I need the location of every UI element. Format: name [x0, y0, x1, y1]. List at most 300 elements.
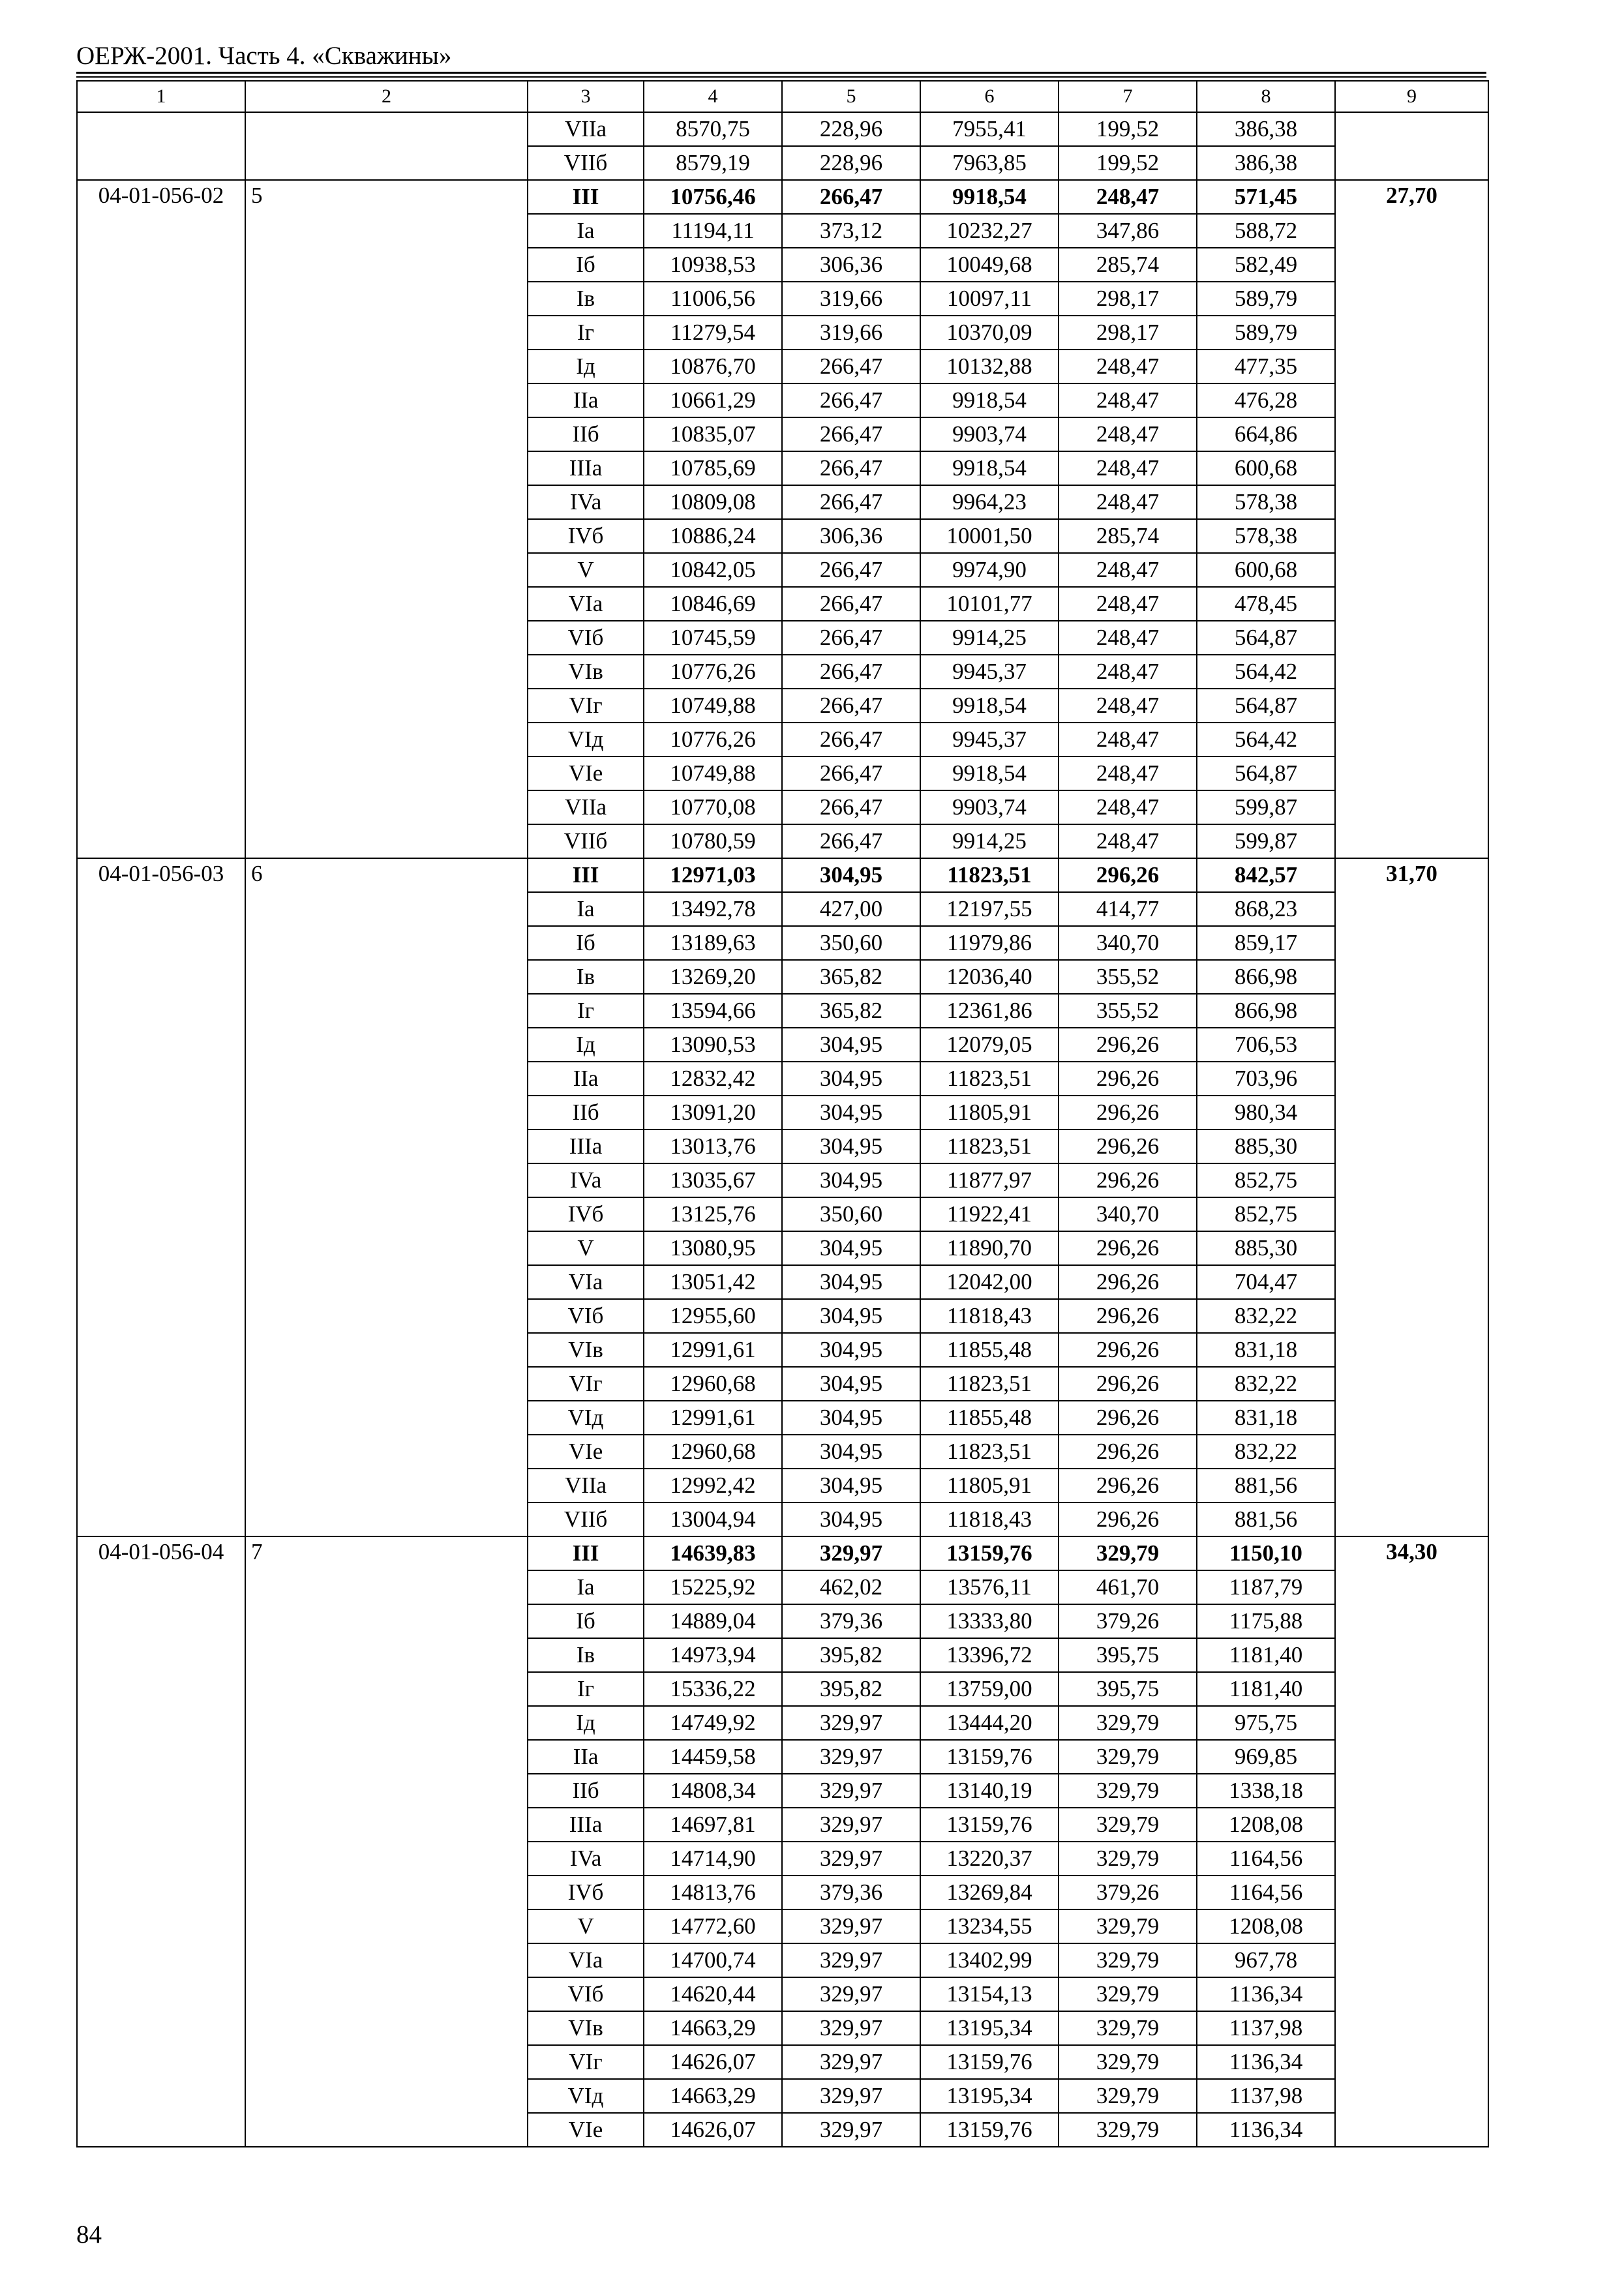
value-cell: 14714,90 [644, 1842, 782, 1876]
value-cell: 329,79 [1059, 1842, 1197, 1876]
zone-cell: IVб [528, 519, 644, 553]
zone-cell: Iд [528, 1028, 644, 1062]
value-cell: 564,87 [1197, 621, 1335, 655]
zone-cell: III [528, 858, 644, 892]
column-number: 6 [920, 81, 1059, 112]
value-cell: 13051,42 [644, 1265, 782, 1299]
value-cell: 1136,34 [1197, 2113, 1335, 2147]
value-cell: 329,97 [782, 1977, 920, 2011]
zone-cell: Iв [528, 282, 644, 316]
zone-cell: IIIa [528, 1808, 644, 1842]
value-cell: 10835,07 [644, 417, 782, 451]
value-cell: 13759,00 [920, 1672, 1059, 1706]
row-number-cell: 7 [245, 1536, 528, 2147]
row-code-cell: 04-01-056-04 [77, 1536, 245, 2147]
value-cell: 266,47 [782, 553, 920, 587]
value-cell: 329,97 [782, 1808, 920, 1842]
zone-cell: Iб [528, 1604, 644, 1638]
value-cell: 8570,75 [644, 112, 782, 146]
zone-cell: IIa [528, 383, 644, 417]
value-cell: 304,95 [782, 858, 920, 892]
value-cell: 14459,58 [644, 1740, 782, 1774]
zone-cell: IVa [528, 1842, 644, 1876]
value-cell: 248,47 [1059, 621, 1197, 655]
row-number-cell: 5 [245, 180, 528, 858]
zone-cell: Ia [528, 214, 644, 248]
price-table [76, 80, 1489, 2147]
value-cell: 11890,70 [920, 1231, 1059, 1265]
value-cell: 12036,40 [920, 960, 1059, 994]
page-number: 84 [76, 2221, 102, 2249]
value-cell: 578,38 [1197, 519, 1335, 553]
value-cell: 13234,55 [920, 1909, 1059, 1943]
value-cell: 296,26 [1059, 1333, 1197, 1367]
zone-cell: VIe [528, 1435, 644, 1469]
value-cell: 13090,53 [644, 1028, 782, 1062]
value-cell: 248,47 [1059, 180, 1197, 214]
value-cell: 296,26 [1059, 1503, 1197, 1536]
row-code-cell: 04-01-056-03 [77, 858, 245, 1536]
page-header-title: ОЕРЖ-2001. Часть 4. «Скважины» [76, 42, 452, 70]
value-cell: 578,38 [1197, 485, 1335, 519]
value-cell: 15336,22 [644, 1672, 782, 1706]
value-cell: 9903,74 [920, 790, 1059, 824]
value-cell: 600,68 [1197, 553, 1335, 587]
value-cell: 1208,08 [1197, 1808, 1335, 1842]
value-cell: 13125,76 [644, 1197, 782, 1231]
value-cell: 329,97 [782, 2079, 920, 2113]
value-cell: 306,36 [782, 519, 920, 553]
value-cell: 599,87 [1197, 790, 1335, 824]
value-cell: 329,79 [1059, 1943, 1197, 1977]
row-number-cell [245, 112, 528, 180]
value-cell: 15225,92 [644, 1570, 782, 1604]
value-cell: 266,47 [782, 180, 920, 214]
zone-cell: V [528, 553, 644, 587]
value-cell: 347,86 [1059, 214, 1197, 248]
value-cell: 881,56 [1197, 1503, 1335, 1536]
value-cell: 304,95 [782, 1231, 920, 1265]
value-cell: 329,79 [1059, 1774, 1197, 1808]
zone-cell: Ia [528, 892, 644, 926]
column-number: 1 [77, 81, 245, 112]
value-cell: 248,47 [1059, 689, 1197, 723]
value-cell: 967,78 [1197, 1943, 1335, 1977]
value-cell: 285,74 [1059, 248, 1197, 282]
zone-cell: Iд [528, 1706, 644, 1740]
value-cell: 10785,69 [644, 451, 782, 485]
value-cell: 13159,76 [920, 2045, 1059, 2079]
value-cell: 10749,88 [644, 756, 782, 790]
value-cell: 304,95 [782, 1435, 920, 1469]
value-cell: 1136,34 [1197, 2045, 1335, 2079]
value-cell: 12079,05 [920, 1028, 1059, 1062]
value-cell: 859,17 [1197, 926, 1335, 960]
value-cell: 329,79 [1059, 2079, 1197, 2113]
value-cell: 1338,18 [1197, 1774, 1335, 1808]
value-cell: 13159,76 [920, 1740, 1059, 1774]
value-cell: 13333,80 [920, 1604, 1059, 1638]
value-cell: 304,95 [782, 1163, 920, 1197]
value-cell: 832,22 [1197, 1299, 1335, 1333]
value-cell: 329,79 [1059, 2113, 1197, 2147]
value-cell: 9914,25 [920, 621, 1059, 655]
value-cell: 266,47 [782, 790, 920, 824]
value-cell: 10846,69 [644, 587, 782, 621]
value-cell: 461,70 [1059, 1570, 1197, 1604]
value-cell: 10809,08 [644, 485, 782, 519]
value-cell: 10049,68 [920, 248, 1059, 282]
value-cell: 296,26 [1059, 1130, 1197, 1163]
value-cell: 866,98 [1197, 960, 1335, 994]
value-cell: 329,97 [782, 1774, 920, 1808]
header-rule-thin [76, 76, 1486, 78]
value-cell: 248,47 [1059, 790, 1197, 824]
value-cell: 476,28 [1197, 383, 1335, 417]
value-cell: 13195,34 [920, 2011, 1059, 2045]
value-cell: 10749,88 [644, 689, 782, 723]
value-cell: 13013,76 [644, 1130, 782, 1163]
value-cell: 340,70 [1059, 1197, 1197, 1231]
value-cell: 296,26 [1059, 858, 1197, 892]
zone-cell: IVб [528, 1876, 644, 1909]
value-cell: 571,45 [1197, 180, 1335, 214]
value-cell: 12832,42 [644, 1062, 782, 1096]
value-cell: 304,95 [782, 1265, 920, 1299]
value-cell: 355,52 [1059, 994, 1197, 1028]
value-cell: 306,36 [782, 248, 920, 282]
zone-cell: IVa [528, 1163, 644, 1197]
value-cell: 248,47 [1059, 417, 1197, 451]
zone-cell: VIв [528, 655, 644, 689]
value-cell: 1136,34 [1197, 1977, 1335, 2011]
value-cell: 340,70 [1059, 926, 1197, 960]
value-cell: 319,66 [782, 282, 920, 316]
value-cell: 10101,77 [920, 587, 1059, 621]
value-cell: 329,79 [1059, 1740, 1197, 1774]
value-cell: 329,79 [1059, 1536, 1197, 1570]
zone-cell: IIIa [528, 1130, 644, 1163]
value-cell: 296,26 [1059, 1028, 1197, 1062]
zone-cell: Iг [528, 316, 644, 350]
value-cell: 13004,94 [644, 1503, 782, 1536]
value-cell: 10232,27 [920, 214, 1059, 248]
zone-cell: IIб [528, 417, 644, 451]
row-code-cell [77, 112, 245, 180]
zone-cell: V [528, 1231, 644, 1265]
value-cell: 11805,91 [920, 1096, 1059, 1130]
column-number-row [77, 81, 1488, 112]
value-cell: 832,22 [1197, 1435, 1335, 1469]
value-cell: 852,75 [1197, 1163, 1335, 1197]
value-cell: 304,95 [782, 1401, 920, 1435]
zone-cell: IIa [528, 1740, 644, 1774]
zone-cell: Iг [528, 1672, 644, 1706]
value-cell: 248,47 [1059, 723, 1197, 756]
value-cell: 298,17 [1059, 316, 1197, 350]
zone-cell: IIб [528, 1774, 644, 1808]
value-cell: 248,47 [1059, 553, 1197, 587]
column-number: 9 [1335, 81, 1488, 112]
table-row [77, 112, 1488, 146]
value-cell: 14772,60 [644, 1909, 782, 1943]
value-cell: 13220,37 [920, 1842, 1059, 1876]
value-cell: 7963,85 [920, 146, 1059, 180]
value-cell: 13492,78 [644, 892, 782, 926]
zone-cell: III [528, 1536, 644, 1570]
value-cell: 10770,08 [644, 790, 782, 824]
value-cell: 266,47 [782, 451, 920, 485]
value-cell: 386,38 [1197, 112, 1335, 146]
value-cell: 8579,19 [644, 146, 782, 180]
value-cell: 266,47 [782, 417, 920, 451]
value-cell: 12992,42 [644, 1469, 782, 1503]
value-cell: 12955,60 [644, 1299, 782, 1333]
value-cell: 462,02 [782, 1570, 920, 1604]
value-cell: 1181,40 [1197, 1672, 1335, 1706]
value-cell: 296,26 [1059, 1469, 1197, 1503]
value-cell: 980,34 [1197, 1096, 1335, 1130]
value-cell: 842,57 [1197, 858, 1335, 892]
coefficient-cell: 34,30 [1335, 1536, 1488, 2147]
value-cell: 427,00 [782, 892, 920, 926]
value-cell: 14889,04 [644, 1604, 782, 1638]
value-cell: 975,75 [1197, 1706, 1335, 1740]
coefficient-cell: 31,70 [1335, 858, 1488, 1536]
value-cell: 304,95 [782, 1503, 920, 1536]
table-row [77, 1536, 1488, 1570]
zone-cell: Iб [528, 248, 644, 282]
value-cell: 664,86 [1197, 417, 1335, 451]
value-cell: 13195,34 [920, 2079, 1059, 2113]
value-cell: 9945,37 [920, 723, 1059, 756]
value-cell: 379,36 [782, 1604, 920, 1638]
value-cell: 9918,54 [920, 383, 1059, 417]
zone-cell: VIIб [528, 824, 644, 858]
value-cell: 266,47 [782, 485, 920, 519]
value-cell: 13594,66 [644, 994, 782, 1028]
value-cell: 11818,43 [920, 1299, 1059, 1333]
column-number: 5 [782, 81, 920, 112]
table-row [77, 180, 1488, 214]
value-cell: 11855,48 [920, 1401, 1059, 1435]
value-cell: 12960,68 [644, 1435, 782, 1469]
value-cell: 266,47 [782, 587, 920, 621]
value-cell: 13269,20 [644, 960, 782, 994]
value-cell: 7955,41 [920, 112, 1059, 146]
value-cell: 831,18 [1197, 1333, 1335, 1367]
value-cell: 12971,03 [644, 858, 782, 892]
value-cell: 11823,51 [920, 1062, 1059, 1096]
value-cell: 14813,76 [644, 1876, 782, 1909]
value-cell: 9914,25 [920, 824, 1059, 858]
value-cell: 852,75 [1197, 1197, 1335, 1231]
value-cell: 14663,29 [644, 2011, 782, 2045]
value-cell: 1208,08 [1197, 1909, 1335, 1943]
value-cell: 582,49 [1197, 248, 1335, 282]
coefficient-cell [1335, 112, 1488, 180]
value-cell: 1164,56 [1197, 1876, 1335, 1909]
value-cell: 1137,98 [1197, 2079, 1335, 2113]
value-cell: 703,96 [1197, 1062, 1335, 1096]
value-cell: 969,85 [1197, 1740, 1335, 1774]
value-cell: 329,97 [782, 1909, 920, 1943]
value-cell: 296,26 [1059, 1367, 1197, 1401]
value-cell: 11006,56 [644, 282, 782, 316]
value-cell: 266,47 [782, 621, 920, 655]
zone-cell: VIг [528, 2045, 644, 2079]
value-cell: 199,52 [1059, 112, 1197, 146]
value-cell: 329,97 [782, 1536, 920, 1570]
value-cell: 228,96 [782, 146, 920, 180]
value-cell: 329,79 [1059, 2011, 1197, 2045]
value-cell: 1181,40 [1197, 1638, 1335, 1672]
value-cell: 248,47 [1059, 383, 1197, 417]
zone-cell: VIa [528, 1265, 644, 1299]
value-cell: 266,47 [782, 383, 920, 417]
value-cell: 11823,51 [920, 1367, 1059, 1401]
zone-cell: VIIa [528, 790, 644, 824]
value-cell: 266,47 [782, 723, 920, 756]
zone-cell: Iг [528, 994, 644, 1028]
column-number: 7 [1059, 81, 1197, 112]
value-cell: 589,79 [1197, 282, 1335, 316]
value-cell: 1175,88 [1197, 1604, 1335, 1638]
value-cell: 13159,76 [920, 2113, 1059, 2147]
value-cell: 228,96 [782, 112, 920, 146]
value-cell: 414,77 [1059, 892, 1197, 926]
value-cell: 12991,61 [644, 1401, 782, 1435]
value-cell: 11194,11 [644, 214, 782, 248]
value-cell: 478,45 [1197, 587, 1335, 621]
value-cell: 9903,74 [920, 417, 1059, 451]
value-cell: 564,87 [1197, 689, 1335, 723]
value-cell: 10756,46 [644, 180, 782, 214]
value-cell: 329,79 [1059, 1909, 1197, 1943]
value-cell: 13035,67 [644, 1163, 782, 1197]
value-cell: 10745,59 [644, 621, 782, 655]
value-cell: 304,95 [782, 1096, 920, 1130]
value-cell: 9918,54 [920, 689, 1059, 723]
value-cell: 11818,43 [920, 1503, 1059, 1536]
value-cell: 14697,81 [644, 1808, 782, 1842]
zone-cell: VIe [528, 756, 644, 790]
value-cell: 329,79 [1059, 2045, 1197, 2079]
value-cell: 329,97 [782, 1740, 920, 1774]
zone-cell: IIIa [528, 451, 644, 485]
value-cell: 14700,74 [644, 1943, 782, 1977]
value-cell: 248,47 [1059, 756, 1197, 790]
value-cell: 13576,11 [920, 1570, 1059, 1604]
zone-cell: Iб [528, 926, 644, 960]
value-cell: 10661,29 [644, 383, 782, 417]
value-cell: 14973,94 [644, 1638, 782, 1672]
value-cell: 296,26 [1059, 1163, 1197, 1197]
value-cell: 12991,61 [644, 1333, 782, 1367]
zone-cell: VIIa [528, 112, 644, 146]
value-cell: 1150,10 [1197, 1536, 1335, 1570]
value-cell: 304,95 [782, 1062, 920, 1096]
value-cell: 10776,26 [644, 723, 782, 756]
value-cell: 13189,63 [644, 926, 782, 960]
zone-cell: IIб [528, 1096, 644, 1130]
coefficient-cell: 27,70 [1335, 180, 1488, 858]
value-cell: 199,52 [1059, 146, 1197, 180]
value-cell: 564,42 [1197, 655, 1335, 689]
value-cell: 13091,20 [644, 1096, 782, 1130]
value-cell: 12042,00 [920, 1265, 1059, 1299]
value-cell: 365,82 [782, 994, 920, 1028]
value-cell: 10370,09 [920, 316, 1059, 350]
value-cell: 881,56 [1197, 1469, 1335, 1503]
value-cell: 866,98 [1197, 994, 1335, 1028]
value-cell: 304,95 [782, 1299, 920, 1333]
value-cell: 14626,07 [644, 2113, 782, 2147]
value-cell: 395,75 [1059, 1672, 1197, 1706]
value-cell: 379,26 [1059, 1604, 1197, 1638]
value-cell: 304,95 [782, 1333, 920, 1367]
value-cell: 266,47 [782, 655, 920, 689]
zone-cell: III [528, 180, 644, 214]
value-cell: 296,26 [1059, 1265, 1197, 1299]
zone-cell: IVa [528, 485, 644, 519]
value-cell: 10938,53 [644, 248, 782, 282]
value-cell: 298,17 [1059, 282, 1197, 316]
value-cell: 10132,88 [920, 350, 1059, 383]
value-cell: 304,95 [782, 1028, 920, 1062]
value-cell: 350,60 [782, 926, 920, 960]
value-cell: 10780,59 [644, 824, 782, 858]
value-cell: 266,47 [782, 824, 920, 858]
value-cell: 296,26 [1059, 1401, 1197, 1435]
value-cell: 13140,19 [920, 1774, 1059, 1808]
value-cell: 395,82 [782, 1672, 920, 1706]
value-cell: 329,97 [782, 1842, 920, 1876]
value-cell: 266,47 [782, 689, 920, 723]
value-cell: 14639,83 [644, 1536, 782, 1570]
zone-cell: IVб [528, 1197, 644, 1231]
value-cell: 304,95 [782, 1367, 920, 1401]
zone-cell: VIIa [528, 1469, 644, 1503]
value-cell: 564,87 [1197, 756, 1335, 790]
value-cell: 13396,72 [920, 1638, 1059, 1672]
value-cell: 304,95 [782, 1130, 920, 1163]
value-cell: 11979,86 [920, 926, 1059, 960]
value-cell: 285,74 [1059, 519, 1197, 553]
value-cell: 11855,48 [920, 1333, 1059, 1367]
value-cell: 350,60 [782, 1197, 920, 1231]
value-cell: 10097,11 [920, 282, 1059, 316]
value-cell: 319,66 [782, 316, 920, 350]
value-cell: 13444,20 [920, 1706, 1059, 1740]
value-cell: 355,52 [1059, 960, 1197, 994]
zone-cell: Iд [528, 350, 644, 383]
value-cell: 329,97 [782, 1943, 920, 1977]
value-cell: 395,75 [1059, 1638, 1197, 1672]
value-cell: 885,30 [1197, 1130, 1335, 1163]
value-cell: 589,79 [1197, 316, 1335, 350]
value-cell: 9945,37 [920, 655, 1059, 689]
value-cell: 395,82 [782, 1638, 920, 1672]
column-number: 3 [528, 81, 644, 112]
value-cell: 13269,84 [920, 1876, 1059, 1909]
value-cell: 329,97 [782, 2011, 920, 2045]
value-cell: 248,47 [1059, 587, 1197, 621]
value-cell: 266,47 [782, 756, 920, 790]
zone-cell: Iв [528, 960, 644, 994]
value-cell: 12197,55 [920, 892, 1059, 926]
value-cell: 704,47 [1197, 1265, 1335, 1299]
